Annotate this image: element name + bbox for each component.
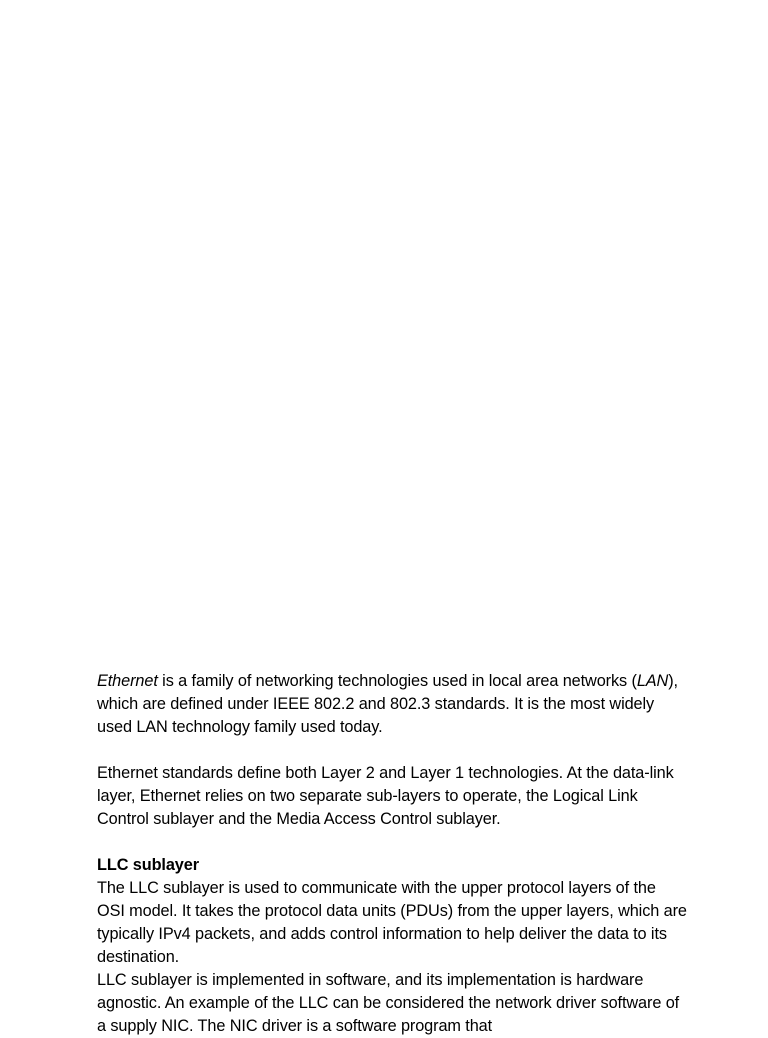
layers-paragraph: Ethernet standards define both Layer 2 and Layer 1 technologies. At the data-link layer, Ethernet relies on two separate sub-layers to operate, the Logical Link Control sublayer and the Media Access Control sublayer. [97, 764, 674, 828]
paragraph-spacer [97, 831, 687, 854]
llc-paragraph-1: The LLC sublayer is used to communicate with the upper protocol layers of the OSI model. It takes the protocol data units (PDUs) from the upper layers, which are typically IPv4 packets, and adds control information to help deliver the data to its destination. [97, 879, 687, 966]
paragraph-spacer [97, 739, 687, 762]
lan-abbreviation: LAN [636, 672, 669, 690]
llc-paragraph-2: LLC sublayer is implemented in software, and its implementation is hardware agnostic. An example of the LLC can be considered the network driver software of a supply NIC. The NIC driver is a software program that [97, 971, 680, 1035]
document-body [97, 670, 687, 1038]
intro-paragraph [97, 670, 687, 739]
intro-text-a: is a family of networking technologies used in local area networks ( [157, 672, 637, 690]
llc-sublayer-heading: LLC sublayer [97, 856, 199, 874]
intro-text-b: ), which are defined under IEEE 802.2 and 802.3 standards. It is the most widely used LAN technology family used today. [97, 672, 678, 736]
ethernet-term: Ethernet [97, 672, 158, 690]
